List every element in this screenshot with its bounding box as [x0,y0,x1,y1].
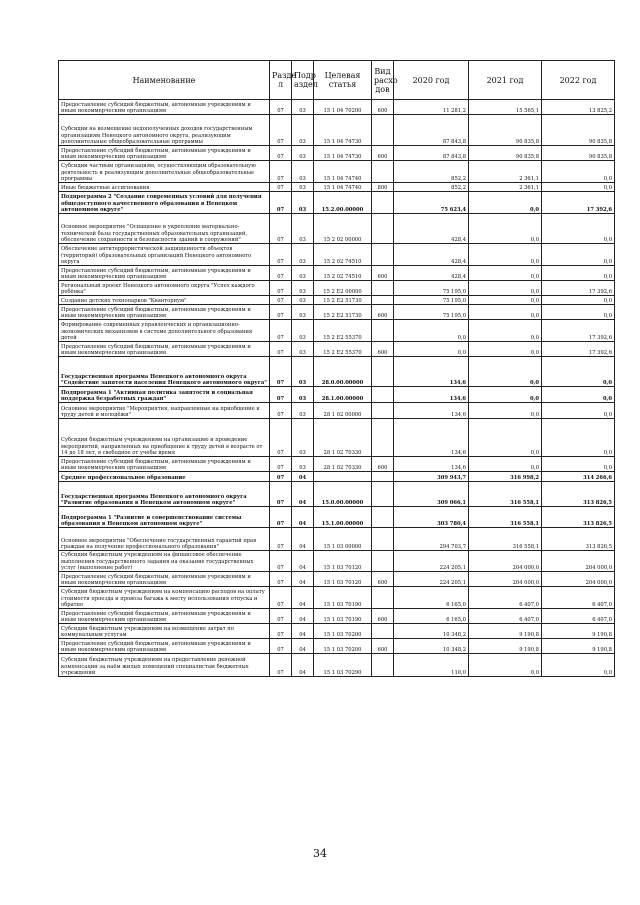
cell-razdel: 07 [270,609,292,624]
table-row [59,305,615,320]
cell-razdel: 07 [270,100,292,115]
cell-statya: 15 2 E2 51730 [314,305,372,320]
cell-2021: 90 835,8 [469,146,542,161]
cell-razdel: 07 [270,192,292,214]
cell-2020: 303 780,4 [394,507,469,528]
table-row [59,296,615,305]
cell-vid [372,551,394,572]
cell-name: Среднее профессиональное образование [59,472,270,482]
cell-2022: 17 392,6 [542,342,615,357]
cell-vid [372,320,394,342]
table-row [59,457,615,472]
table-header-row [59,61,615,100]
cell-podrazdel: 04 [292,587,314,609]
cell-razdel: 07 [270,342,292,357]
cell-2020: 428,4 [394,266,469,281]
cell-2022: 13 825,2 [542,100,615,115]
cell-name: Предоставление субсидий бюджетным, автономным учреждениям и иным некоммерческим организациям [59,639,270,654]
cell-2021: 15 565,1 [469,100,542,115]
cell-name: Государственная программа Ненецкого автономного округа "Содействие занятости населения Ненецкого автономного округа" [59,357,270,387]
cell-2020: 87 843,8 [394,146,469,161]
cell-statya: 15 1 03 70200 [314,639,372,654]
cell-2021: 0,0 [469,192,542,214]
cell-2020: 10 348,2 [394,639,469,654]
cell-2021: 204 000,0 [469,572,542,587]
cell-2020: 309 943,7 [394,472,469,482]
cell-2020: 224 205,1 [394,551,469,572]
cell-2020: 75 195,0 [394,296,469,305]
cell-2022: 0,0 [542,296,615,305]
table-row [59,482,615,507]
cell-podrazdel: 03 [292,146,314,161]
cell-razdel: 07 [270,551,292,572]
cell-name: Основное мероприятие "Мероприятия, направленные на приобщение к труду детей и молодёжи" [59,403,270,419]
cell-podrazdel: 03 [292,387,314,403]
cell-razdel: 07 [270,507,292,528]
cell-razdel: 07 [270,482,292,507]
cell-2022: 0,0 [542,244,615,266]
cell-statya: 15 1 03 00000 [314,528,372,551]
cell-vid: 600 [372,305,394,320]
cell-2021: 2 361,1 [469,161,542,183]
cell-2021: 316 558,1 [469,528,542,551]
cell-statya: 15.2.00.00000 [314,192,372,214]
table-row [59,639,615,654]
header-name: Наименование [59,61,270,100]
cell-name: Предоставление субсидий бюджетным, автономным учреждениям и иным некоммерческим организациям [59,342,270,357]
cell-podrazdel: 03 [292,244,314,266]
table-row [59,161,615,183]
cell-statya: 15 2 E2 00000 [314,281,372,296]
cell-name: Иные бюджетные ассигнования [59,183,270,192]
cell-vid: 600 [372,572,394,587]
cell-2022: 0,0 [542,357,615,387]
cell-podrazdel: 03 [292,457,314,472]
cell-2022: 204 000,0 [542,572,615,587]
cell-name: Обеспечение антитеррористической защищенности объектов (территорий) образовательных организаций Ненецкого автономного округа [59,244,270,266]
cell-podrazdel: 03 [292,192,314,214]
cell-razdel: 07 [270,214,292,244]
cell-vid [372,507,394,528]
cell-2021: 0,0 [469,214,542,244]
cell-2020: 852,2 [394,183,469,192]
cell-razdel: 07 [270,587,292,609]
cell-razdel: 07 [270,115,292,146]
cell-2020: 110,0 [394,654,469,677]
cell-razdel: 07 [270,419,292,457]
cell-podrazdel: 04 [292,482,314,507]
cell-2021: 9 190,8 [469,639,542,654]
cell-podrazdel: 03 [292,281,314,296]
cell-statya: 15 1 04 74730 [314,146,372,161]
table-row [59,528,615,551]
cell-vid: 800 [372,183,394,192]
cell-statya: 15 1 03 70190 [314,609,372,624]
cell-name: Создание детских технопарков "Кванториум" [59,296,270,305]
cell-vid [372,296,394,305]
cell-statya: 15 1 04 74730 [314,115,372,146]
cell-razdel: 07 [270,320,292,342]
cell-2022: 17 392,6 [542,281,615,296]
header-statya: Целевая статья [314,61,372,100]
cell-statya: 15 1 03 70200 [314,624,372,639]
cell-name: Субсидии частным организациям, осуществляющим образовательную деятельность и реализующим дополнительные общеобразовательные программы [59,161,270,183]
cell-2022: 0,0 [542,183,615,192]
cell-vid: 600 [372,266,394,281]
cell-vid [372,115,394,146]
table-row [59,587,615,609]
table-row [59,244,615,266]
table-row [59,192,615,214]
cell-2020: 6 165,0 [394,587,469,609]
table-row [59,100,615,115]
cell-2020: 294 703,7 [394,528,469,551]
cell-statya: 15 1 03 70120 [314,551,372,572]
cell-name: Подпрограмма 2 "Создание современных условий для получения общедоступного качественного образования в Ненецком автономном округе" [59,192,270,214]
cell-2021: 0,0 [469,305,542,320]
cell-vid [372,192,394,214]
cell-vid: 600 [372,146,394,161]
cell-2020: 852,2 [394,161,469,183]
cell-statya: 15 2 02 74510 [314,244,372,266]
cell-statya: 15 2 02 74510 [314,266,372,281]
cell-2022: 204 000,0 [542,551,615,572]
header-razdel: Разде л [270,61,292,100]
cell-name: Предоставление субсидий бюджетным, автономным учреждениям и иным некоммерческим организациям [59,146,270,161]
cell-2022: 90 835,8 [542,146,615,161]
cell-name: Субсидии бюджетным учреждениям на компенсацию расходов на оплату стоимости проезда и провоза багажа к месту использования отпуска и обратно [59,587,270,609]
cell-vid: 600 [372,639,394,654]
cell-2021: 0,0 [469,654,542,677]
cell-vid [372,281,394,296]
cell-2022: 0,0 [542,654,615,677]
cell-2022: 314 266,6 [542,472,615,482]
cell-2022: 17 392,6 [542,320,615,342]
table-row [59,624,615,639]
cell-razdel: 07 [270,639,292,654]
cell-2022: 0,0 [542,305,615,320]
cell-podrazdel: 03 [292,305,314,320]
cell-podrazdel: 04 [292,507,314,528]
header-vid: Вид расхо дов [372,61,394,100]
table-row [59,507,615,528]
cell-2020: 0,0 [394,320,469,342]
cell-podrazdel: 03 [292,357,314,387]
cell-2021: 0,0 [469,403,542,419]
cell-2020: 134,6 [394,387,469,403]
cell-razdel: 07 [270,472,292,482]
cell-2020: 75 623,4 [394,192,469,214]
header-2020: 2020 год [394,61,469,100]
table-row [59,654,615,677]
cell-2021: 0,0 [469,320,542,342]
cell-name: Формирование современных управленческих и организационно-экономических механизмов в системе дополнительного образования детей [59,320,270,342]
cell-name: Предоставление субсидий бюджетным, автономным учреждениям и иным некоммерческим организациям [59,457,270,472]
cell-2022: 313 826,5 [542,482,615,507]
cell-2021: 6 407,0 [469,609,542,624]
cell-2021: 0,0 [469,342,542,357]
cell-podrazdel: 03 [292,214,314,244]
cell-razdel: 07 [270,266,292,281]
cell-vid [372,654,394,677]
cell-statya: 28.0.00.00000 [314,357,372,387]
table-row [59,266,615,281]
cell-vid [372,482,394,507]
cell-2020: 134,6 [394,403,469,419]
cell-vid [372,214,394,244]
cell-2020: 309 066,1 [394,482,469,507]
cell-2021: 0,0 [469,296,542,305]
cell-vid [372,161,394,183]
cell-vid: 600 [372,457,394,472]
table-row [59,342,615,357]
cell-name: Подпрограмма 1 "Активная политика занятости и социальная поддержка безработных граждан" [59,387,270,403]
cell-razdel: 07 [270,183,292,192]
table-row [59,472,615,482]
cell-name: Субсидии на возмещение недополученных доходов государственным организациям Ненецкого автономного округа, реализующим дополнительные общеобразовательные программы [59,115,270,146]
table-row [59,551,615,572]
cell-2021: 0,0 [469,457,542,472]
cell-name: Предоставление субсидий бюджетным, автономным учреждениям и иным некоммерческим организациям [59,609,270,624]
cell-razdel: 07 [270,654,292,677]
cell-statya: 28 1 02 70330 [314,457,372,472]
cell-vid [372,403,394,419]
cell-podrazdel: 04 [292,624,314,639]
cell-name: Субсидии бюджетным учреждениям на возмещение затрат по коммунальным услугам [59,624,270,639]
cell-2022: 17 392,6 [542,192,615,214]
cell-2021: 0,0 [469,387,542,403]
cell-2021: 0,0 [469,281,542,296]
cell-statya: 15 2 E2 51730 [314,296,372,305]
table-row [59,387,615,403]
cell-2022: 9 190,8 [542,639,615,654]
cell-2021: 204 000,0 [469,551,542,572]
cell-razdel: 07 [270,146,292,161]
cell-razdel: 07 [270,281,292,296]
cell-podrazdel: 03 [292,419,314,457]
cell-razdel: 07 [270,403,292,419]
cell-vid [372,244,394,266]
cell-2022: 0,0 [542,403,615,419]
cell-2022: 6 407,0 [542,609,615,624]
cell-statya: 15 1 04 70200 [314,100,372,115]
cell-name: Основное мероприятие "Обеспечение государственных гарантий прав граждан на получение профессионального образования" [59,528,270,551]
cell-statya: 15 1 04 74740 [314,161,372,183]
cell-vid [372,357,394,387]
cell-2021: 90 835,8 [469,115,542,146]
cell-name: Предоставление субсидий бюджетным, автономным учреждениям и иным некоммерческим организациям [59,100,270,115]
cell-vid [372,472,394,482]
cell-2020: 87 843,8 [394,115,469,146]
cell-2021: 0,0 [469,419,542,457]
cell-2022: 0,0 [542,457,615,472]
table-row [59,146,615,161]
cell-podrazdel: 03 [292,320,314,342]
cell-2020: 75 195,0 [394,281,469,296]
table-row [59,320,615,342]
cell-podrazdel: 04 [292,654,314,677]
cell-statya: 15 2 E2 55370 [314,342,372,357]
cell-2020: 428,4 [394,214,469,244]
cell-2020: 0,0 [394,342,469,357]
cell-podrazdel: 04 [292,551,314,572]
table-body [59,100,615,677]
cell-statya: 28 1 02 70330 [314,419,372,457]
cell-2020: 6 165,0 [394,609,469,624]
header-2022: 2022 год [542,61,615,100]
table-row [59,281,615,296]
cell-podrazdel: 03 [292,161,314,183]
cell-razdel: 07 [270,572,292,587]
cell-name: Региональный проект Ненецкого автономного округа "Успех каждого ребёнка" [59,281,270,296]
cell-2020: 11 281,2 [394,100,469,115]
cell-name: Субсидии бюджетным учреждениям на организацию и проведение мероприятий, направленных на приобщение к труду детей в возрасте от 14 до 18 лет, в свободное от учебы время [59,419,270,457]
cell-name: Предоставление субсидий бюджетным, автономным учреждениям и иным некоммерческим организациям [59,572,270,587]
cell-2022: 0,0 [542,214,615,244]
cell-2022: 0,0 [542,266,615,281]
cell-2020: 134,6 [394,419,469,457]
cell-statya: 28.1.00.00000 [314,387,372,403]
table-row [59,115,615,146]
cell-razdel: 07 [270,457,292,472]
cell-podrazdel: 03 [292,266,314,281]
cell-2022: 313 826,5 [542,528,615,551]
table-row [59,183,615,192]
cell-podrazdel: 03 [292,296,314,305]
cell-name: Субсидии бюджетным учреждениям на предоставление денежной компенсации за наём жилых помещений специалистам бюджетных учреждений [59,654,270,677]
cell-podrazdel: 04 [292,639,314,654]
table-row [59,357,615,387]
cell-vid: 600 [372,609,394,624]
table-row [59,419,615,457]
cell-razdel: 07 [270,357,292,387]
budget-table [58,60,615,677]
cell-razdel: 07 [270,624,292,639]
cell-podrazdel: 03 [292,342,314,357]
cell-podrazdel: 04 [292,528,314,551]
cell-vid [372,387,394,403]
budget-table-sheet [58,60,614,677]
cell-2020: 224 205,1 [394,572,469,587]
cell-statya: 15 1 03 70120 [314,572,372,587]
cell-podrazdel: 04 [292,609,314,624]
cell-podrazdel: 03 [292,100,314,115]
cell-2022: 0,0 [542,419,615,457]
page-number: 34 [313,847,327,860]
cell-2020: 428,4 [394,244,469,266]
cell-2021: 6 407,0 [469,587,542,609]
cell-name: Предоставление субсидий бюджетным, автономным учреждениям и иным некоммерческим организациям [59,266,270,281]
cell-2022: 6 407,0 [542,587,615,609]
cell-2020: 134,6 [394,357,469,387]
cell-statya: 15 1 03 70190 [314,587,372,609]
table-row [59,572,615,587]
cell-razdel: 07 [270,296,292,305]
cell-2022: 9 190,8 [542,624,615,639]
cell-razdel: 07 [270,387,292,403]
cell-2021: 316 998,2 [469,472,542,482]
cell-statya: 15 2 E2 55370 [314,320,372,342]
cell-vid [372,587,394,609]
cell-2020: 10 348,2 [394,624,469,639]
cell-2020: 134,6 [394,457,469,472]
cell-name: Государственная программа Ненецкого автономного округа "Развитие образования в Ненецком автономном округе" [59,482,270,507]
cell-vid: 600 [372,100,394,115]
header-2021: 2021 год [469,61,542,100]
cell-vid: 600 [372,342,394,357]
cell-razdel: 07 [270,244,292,266]
cell-vid [372,419,394,457]
cell-2022: 90 835,8 [542,115,615,146]
cell-2021: 316 558,1 [469,482,542,507]
header-podrazdel: Подр аздел [292,61,314,100]
cell-2021: 316 558,1 [469,507,542,528]
cell-name: Субсидии бюджетным учреждениям на финансовое обеспечение выполнения государственного задания на оказание государственных услуг (выполнение работ) [59,551,270,572]
table-row [59,609,615,624]
cell-2021: 0,0 [469,244,542,266]
cell-vid [372,528,394,551]
cell-statya: 15 2 02 00000 [314,214,372,244]
cell-2020: 75 195,0 [394,305,469,320]
cell-podrazdel: 03 [292,183,314,192]
cell-2022: 0,0 [542,387,615,403]
cell-razdel: 07 [270,161,292,183]
cell-razdel: 07 [270,528,292,551]
cell-statya: 15 1 04 74740 [314,183,372,192]
cell-razdel: 07 [270,305,292,320]
cell-vid [372,624,394,639]
cell-name: Предоставление субсидий бюджетным, автономным учреждениям и иным некоммерческим организациям [59,305,270,320]
cell-statya: 15.1.00.00000 [314,507,372,528]
cell-statya [314,472,372,482]
cell-podrazdel: 03 [292,115,314,146]
cell-name: Подпрограмма 1 "Развитие и совершенствование системы образования в Ненецком автономном округе" [59,507,270,528]
cell-2021: 2 361,1 [469,183,542,192]
cell-podrazdel: 04 [292,472,314,482]
cell-2021: 0,0 [469,357,542,387]
cell-2022: 313 826,5 [542,507,615,528]
cell-statya: 28 1 02 00000 [314,403,372,419]
cell-podrazdel: 03 [292,403,314,419]
cell-statya: 15 1 03 70290 [314,654,372,677]
cell-2021: 9 190,8 [469,624,542,639]
table-row [59,214,615,244]
cell-podrazdel: 04 [292,572,314,587]
cell-2022: 0,0 [542,161,615,183]
cell-statya: 15.0.00.00000 [314,482,372,507]
table-row [59,403,615,419]
cell-2021: 0,0 [469,266,542,281]
cell-name: Основное мероприятие "Оснащение и укрепление материально-технической базы государственных образовательных организаций, обеспечение сохранности и безопасности зданий и сооружений" [59,214,270,244]
